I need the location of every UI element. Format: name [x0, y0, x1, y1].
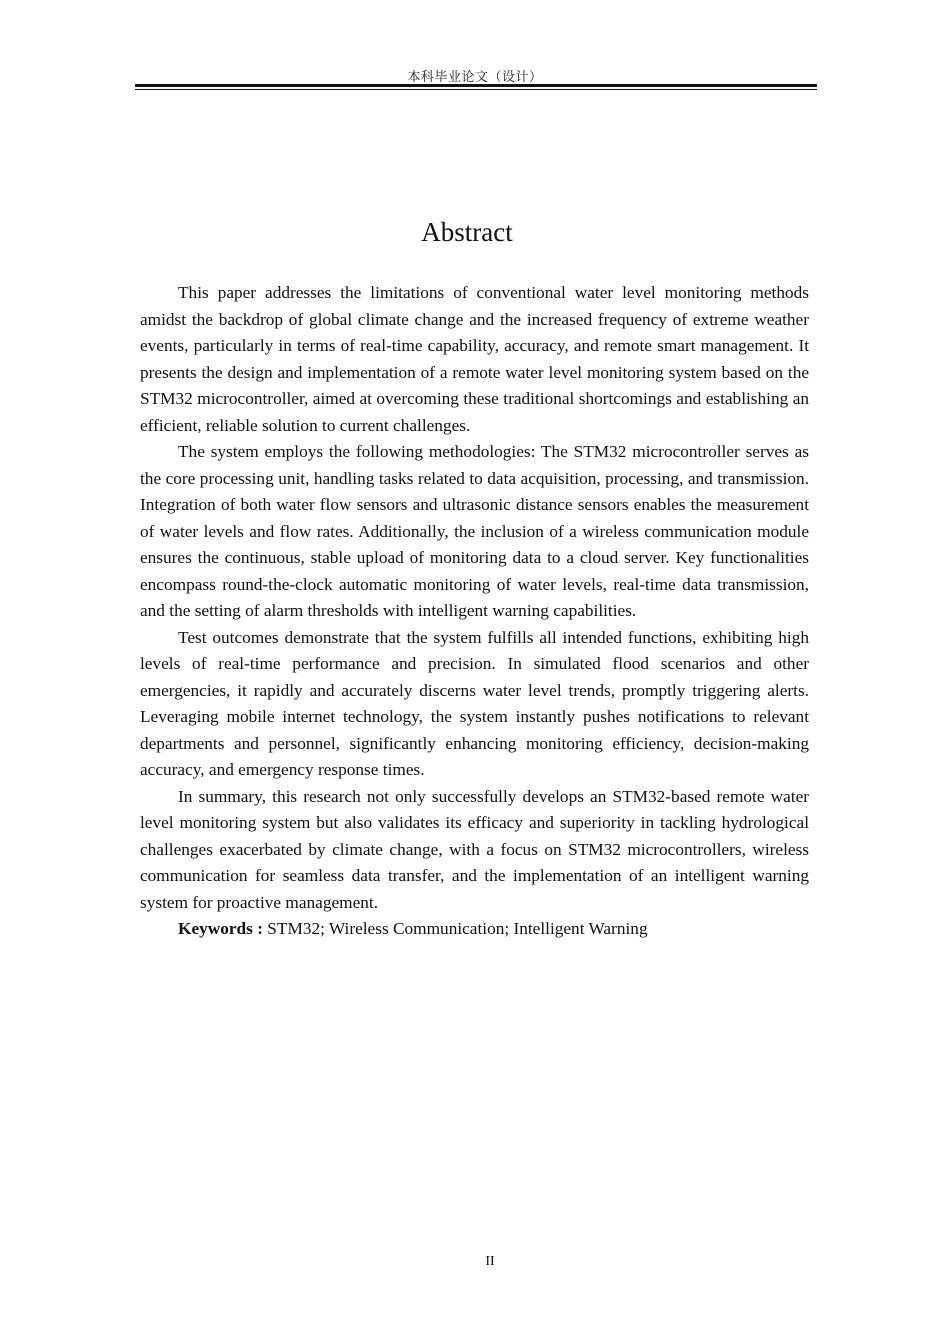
- keywords-text: STM32; Wireless Communication; Intelligent Warning: [262, 919, 648, 938]
- abstract-paragraph-1: This paper addresses the limitations of conventional water level monitoring methods amidst the backdrop of global climate change and the increased frequency of extreme weather events, particularly in terms of real-time capability, accuracy, and remote smart management. It presents the design and implementation of a remote water level monitoring system based on the STM32 microcontroller, aimed at overcoming these traditional shortcomings and establishing an efficient, reliable solution to current challenges.: [140, 283, 809, 435]
- abstract-paragraph-4: In summary, this research not only successfully develops an STM32-based remote water level monitoring system but also validates its efficacy and superiority in tackling hydrological challenges exacerbated by climate change, with a focus on STM32 microcontrollers, wireless communication for seamless data transfer, and the implementation of an intelligent warning system for proactive management.: [140, 786, 809, 912]
- keywords-line: [140, 916, 809, 943]
- header-rule: [135, 84, 817, 87]
- abstract-title: Abstract: [421, 217, 513, 247]
- header-rule-thin: [135, 89, 817, 90]
- abstract-paragraph-3: Test outcomes demonstrate that the system fulfills all intended functions, exhibiting high levels of real-time performance and precision. In simulated flood scenarios and other emergencies, it rapidly and accurately discerns water level trends, promptly triggering alerts. Leveraging mobile internet technology, the system instantly pushes notifications to relevant departments and personnel, significantly enhancing monitoring efficiency, decision-making accuracy, and emergency response times.: [140, 627, 809, 779]
- abstract-body: [140, 280, 809, 943]
- running-header: 本科毕业论文（设计）: [407, 69, 543, 84]
- keywords-label: Keywords :: [178, 919, 263, 938]
- abstract-paragraph-2: The system employs the following methodologies: The STM32 microcontroller serves as the core processing unit, handling tasks related to data acquisition, processing, and transmission. Integration of both water flow sensors and ultrasonic distance sensors enables the measurement of water levels and flow rates. Additionally, the inclusion of a wireless communication module ensures the continuous, stable upload of monitoring data to a cloud server. Key functionalities encompass round-the-clock automatic monitoring of water levels, real-time data transmission, and the setting of alarm thresholds with intelligent warning capabilities.: [140, 442, 809, 620]
- page-number: II: [485, 1254, 495, 1269]
